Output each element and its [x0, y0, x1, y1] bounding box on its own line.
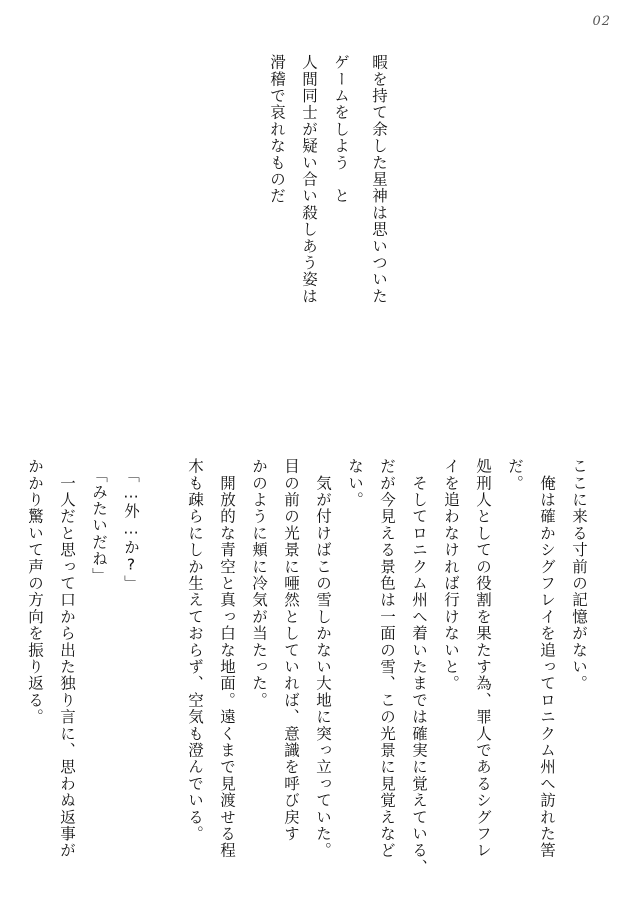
page-number: 02 — [592, 14, 611, 29]
prose-line: だが今見える景色は一面の雪、この光景に見覚えなど — [378, 458, 396, 859]
poem-line-4: 滑稽で哀れなものだ — [268, 54, 286, 205]
poem-line-3: 人間同士が疑い合い殺しあう姿は — [300, 54, 318, 305]
prose-blank-line — [147, 458, 179, 878]
prose-line: かのように頬に冷気が当たった。 — [250, 458, 268, 709]
prose-line: ない。 — [346, 458, 364, 509]
prose-line: 一人だと思って口から出た独り言に、思わぬ返事が — [58, 458, 76, 859]
prose-line: そしてロニクム州へ着いたまでは確実に覚えている、 — [410, 458, 428, 876]
prose-line: 俺は確かシグフレイを追ってロニクム州へ訪れた筈 — [538, 458, 556, 859]
poem-line-2: ゲームをしよう と — [332, 54, 350, 205]
prose-line: かかり驚いて声の方向を振り返る。 — [26, 458, 44, 726]
prose-dialogue-line: 「みたいだね」 — [90, 458, 108, 584]
prose-line: 気が付けばこの雪しかない大地に突っ立っていた。 — [314, 458, 332, 859]
prose-line: 木も疎らにしか生えておらず、空気も澄んでいる。 — [186, 458, 204, 843]
poem-line-1: 暇を持て余した星神は思いついた — [370, 54, 388, 305]
prose-block — [19, 458, 595, 878]
prose-line: だ。 — [506, 458, 524, 492]
poem-block — [261, 54, 395, 394]
prose-line: 開放的な青空と真っ白な地面。遠くまで見渡せる程 — [218, 458, 236, 859]
prose-line: 処刑人としての役割を果たす為、罪人であるシグフレ — [474, 458, 492, 859]
prose-line: ここに来る寸前の記憶がない。 — [570, 458, 588, 692]
prose-dialogue-line: 「…外…か?」 — [122, 458, 140, 592]
prose-line: イを追わなければ行けないと。 — [442, 458, 460, 692]
prose-line: 目の前の光景に唖然としていれば、意識を呼び戻す — [282, 458, 300, 843]
